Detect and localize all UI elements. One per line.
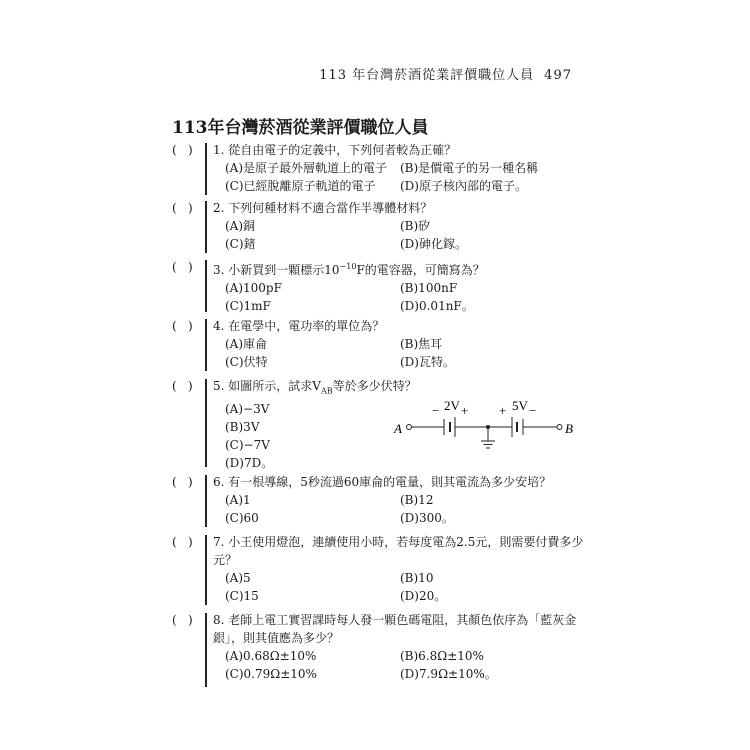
running-header — [319, 64, 572, 83]
option-b: (B)6.8Ω±10% — [400, 649, 484, 663]
option-b: (B)焦耳 — [400, 337, 443, 351]
option-d: (D)砷化鎵。 — [400, 237, 467, 251]
answer-paren-close: ) — [188, 379, 193, 393]
option-c: (C)15 — [225, 589, 259, 603]
answer-paren-close: ) — [188, 535, 193, 549]
option-b: (B)3V — [225, 420, 260, 435]
option-d: (D)20。 — [400, 589, 447, 603]
question-text: 8. 老師上電工實習課時每人發一顆色碼電阻，其顏色依序為「藍灰金銀」，則其值應為多少？ — [213, 613, 577, 645]
option-a: (A)0.68Ω±10% — [225, 649, 317, 663]
node-a-label: A — [394, 421, 402, 436]
battery2-label: 5V — [512, 398, 528, 413]
question-divider — [205, 475, 207, 527]
option-b: (B)12 — [400, 493, 434, 507]
option-a: (A)銅 — [225, 219, 256, 233]
question-text: 1. 從自由電子的定義中，下列何者較為正確？ — [213, 143, 457, 157]
option-a: (A)是原子最外層軌道上的電子 — [225, 161, 388, 175]
answer-paren-close: ) — [188, 201, 193, 215]
option-a: (A)1 — [225, 493, 251, 507]
question-text: 3. 小新買到一顆標示$10^{-10}F$的電容器，可簡寫為？ — [213, 262, 485, 277]
question-divider — [205, 379, 207, 467]
option-d: (D)原子核內部的電子。 — [400, 179, 527, 193]
option-d: (D)7.9Ω±10%。 — [400, 667, 497, 681]
question-divider — [205, 260, 207, 312]
option-d: (D)瓦特。 — [400, 355, 455, 369]
question-divider — [205, 613, 207, 687]
question-text: 5. 如圖所示，試求$V_{AB}$等於多少伏特？ — [213, 379, 417, 396]
option-c: (C)鍺 — [225, 237, 256, 251]
question-text: 6. 有一根導線，5秒流過60庫侖的電量，則其電流為多少安培？ — [213, 475, 552, 489]
option-b: (B)100nF — [400, 281, 458, 295]
question-text: 7. 小王使用燈泡，連續使用小時，若每度電為2.5元，則需要付費多少元？ — [213, 535, 584, 567]
battery1-minus: − — [432, 403, 440, 418]
question-divider — [205, 201, 207, 253]
option-b: (B)矽 — [400, 219, 431, 233]
terminal-a — [407, 425, 412, 430]
option-c: (C)1mF — [225, 299, 271, 313]
option-c: (C)伏特 — [225, 355, 268, 369]
option-b: (B)是價電子的另一種名稱 — [400, 161, 539, 175]
option-a: (A)5 — [225, 571, 251, 585]
page-number: 497 — [544, 68, 572, 83]
answer-paren-open: ( — [172, 535, 177, 549]
node-b-label: B — [565, 421, 573, 436]
answer-paren-close: ) — [188, 319, 193, 333]
battery2-minus: − — [529, 403, 537, 418]
question-text: 4. 在電學中，電功率的單位為？ — [213, 319, 385, 333]
section-title: 113年台灣菸酒從業評價職位人員 — [172, 118, 429, 138]
battery1-plus: + — [461, 403, 469, 418]
option-b: (B)10 — [400, 571, 434, 585]
answer-paren-close: ) — [188, 613, 193, 627]
option-c: (C)−7V — [225, 438, 270, 453]
option-a: (A)庫侖 — [225, 337, 268, 351]
answer-paren-close: ) — [188, 475, 193, 489]
battery2-plus: + — [499, 403, 507, 418]
answer-paren-open: ( — [172, 613, 177, 627]
terminal-b — [557, 425, 562, 430]
question-divider — [205, 319, 207, 371]
question-divider — [205, 143, 207, 195]
circuit-diagram — [392, 397, 592, 459]
answer-paren-open: ( — [172, 260, 177, 274]
battery1-label: 2V — [444, 398, 460, 413]
option-d: (D)300。 — [400, 511, 454, 525]
answer-paren-open: ( — [172, 379, 177, 393]
running-title: 113 年台灣菸酒從業評價職位人員 — [319, 68, 535, 83]
option-d: (D)7D。 — [225, 456, 274, 471]
answer-paren-open: ( — [172, 143, 177, 157]
answer-paren-close: ) — [188, 143, 193, 157]
option-c: (C)60 — [225, 511, 259, 525]
option-c: (C)0.79Ω±10% — [225, 667, 317, 681]
option-d: (D)0.01nF。 — [400, 299, 474, 313]
answer-paren-open: ( — [172, 475, 177, 489]
answer-paren-open: ( — [172, 319, 177, 333]
option-a: (A)−3V — [225, 402, 270, 417]
option-c: (C)已經脫離原子軌道的電子 — [225, 179, 376, 193]
answer-paren-open: ( — [172, 201, 177, 215]
question-divider — [205, 535, 207, 605]
question-text: 2. 下列何種材料不適合當作半導體材料？ — [213, 201, 433, 215]
option-a: (A)100pF — [225, 281, 282, 295]
answer-paren-close: ) — [188, 260, 193, 274]
